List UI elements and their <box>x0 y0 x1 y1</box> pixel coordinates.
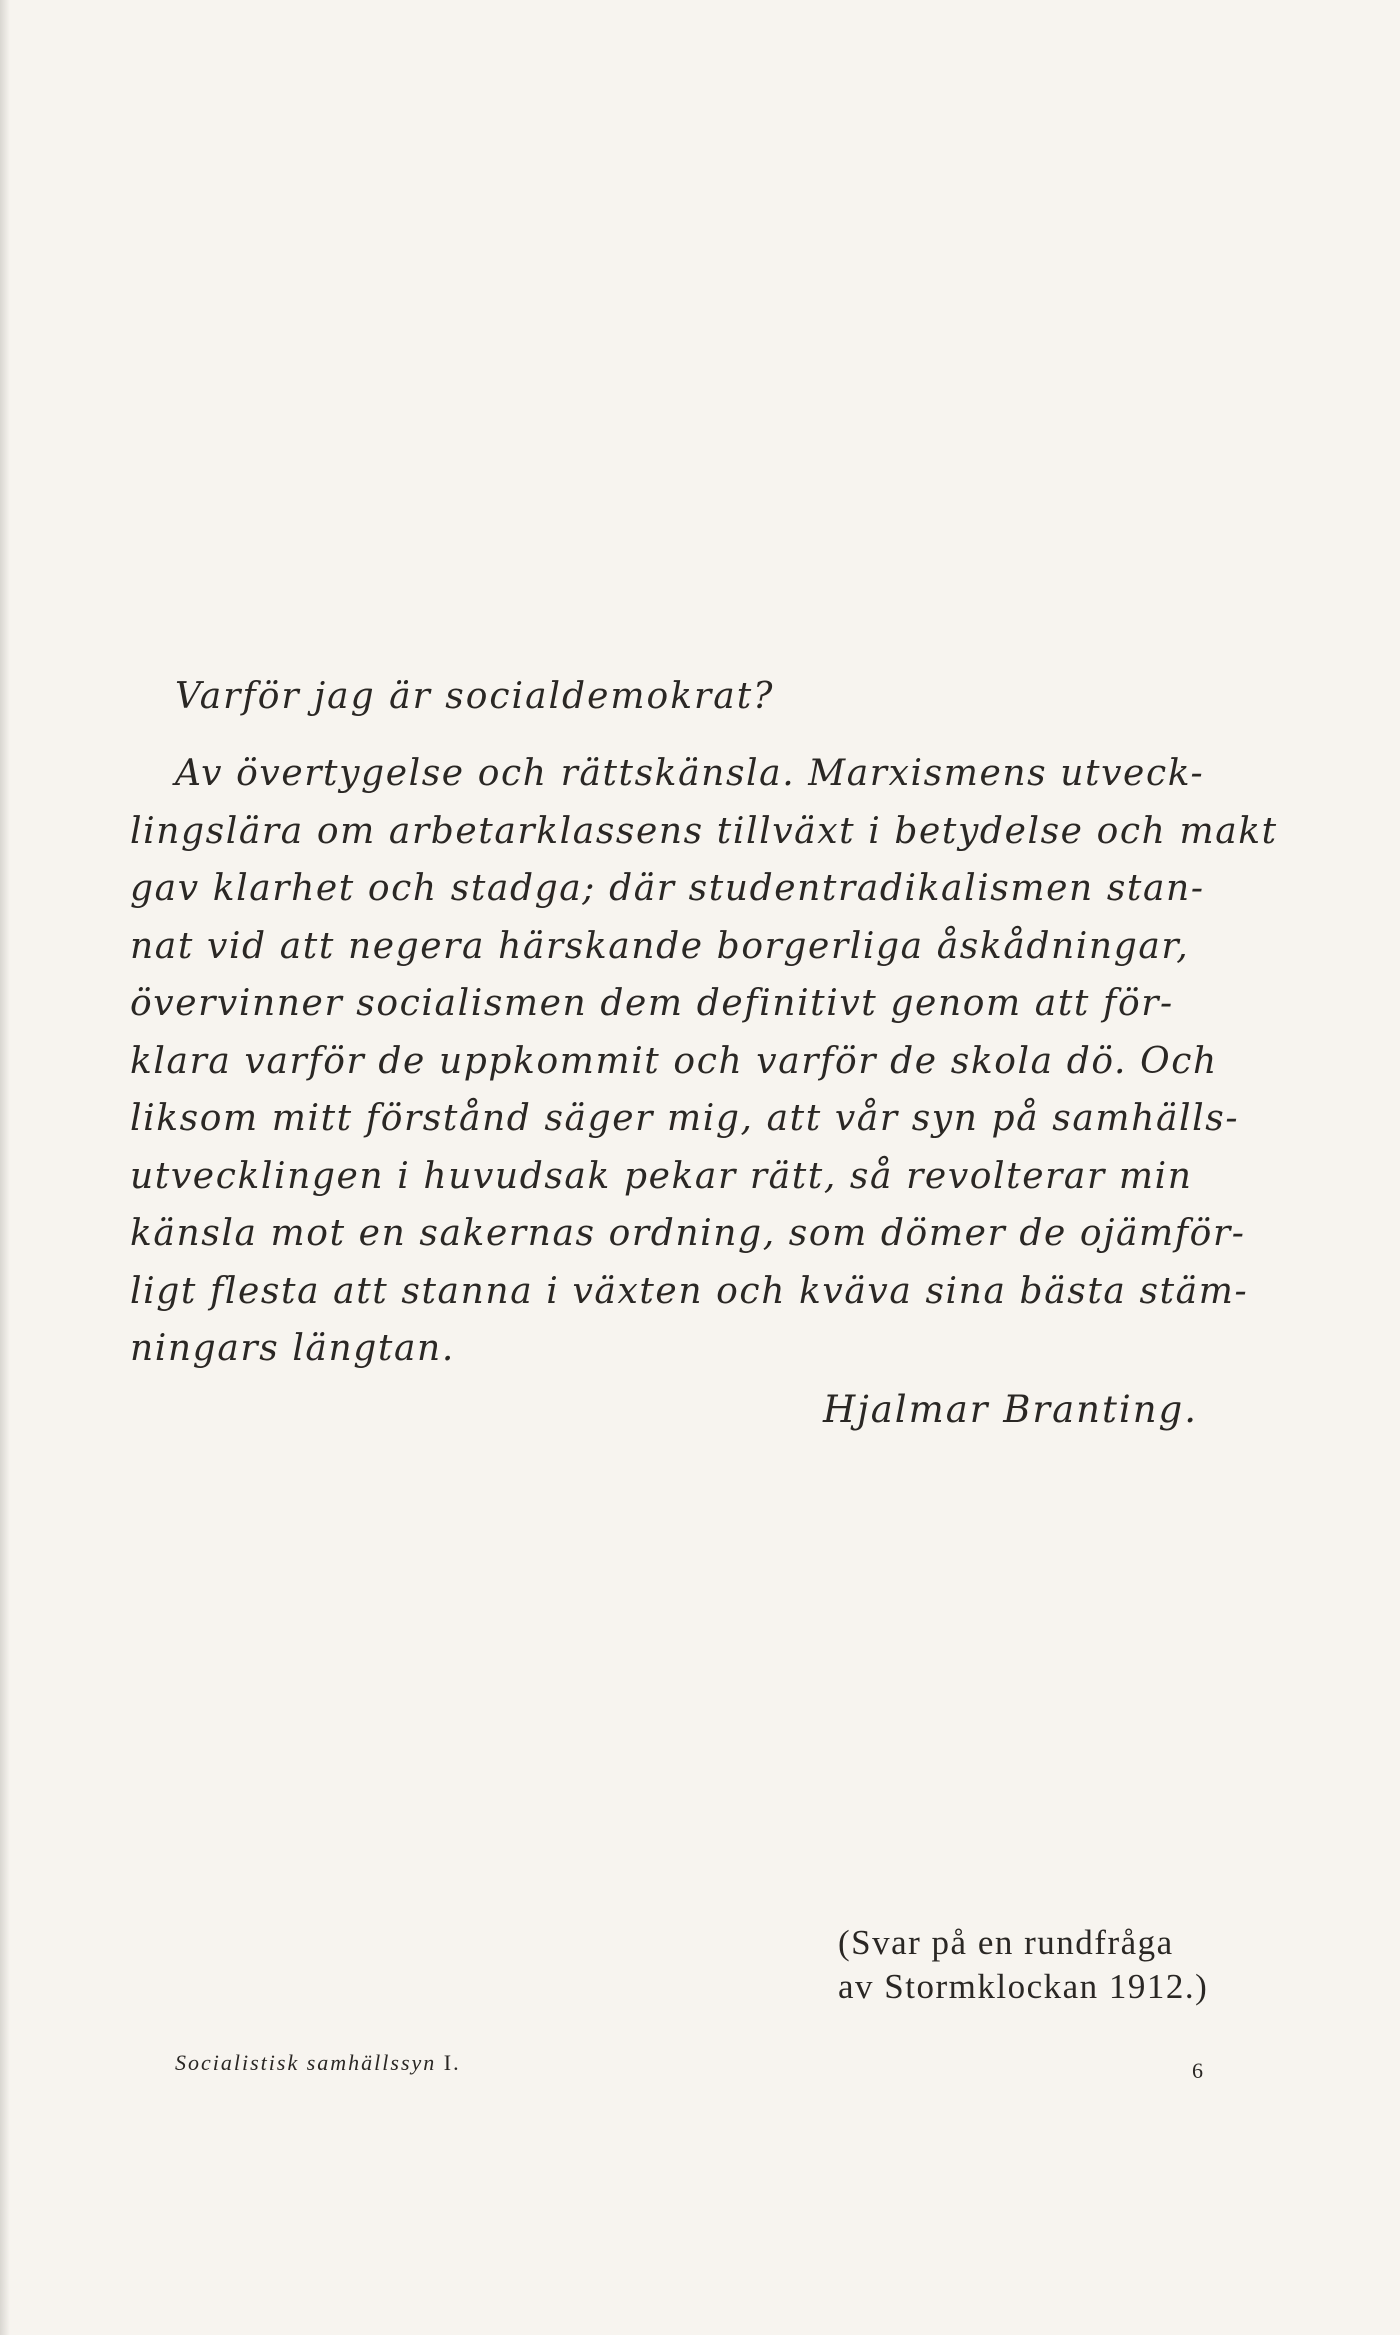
body-line: övervinner socialismen dem definitivt genom att för- <box>130 983 1174 1024</box>
body-line: utvecklingen i huvudsak pekar rätt, så revolterar min <box>130 1155 1193 1197</box>
body-line: ligt flesta att stanna i växten och kväva sina bästa stäm- <box>130 1270 1249 1312</box>
body-line: nat vid att negera härskande borgerliga åskådningar, <box>130 925 1190 967</box>
footer-volume: I. <box>443 2050 461 2075</box>
footer-book-title <box>175 2050 461 2076</box>
body-line: lingslära om arbetarklassens tillväxt i betydelse och makt <box>130 810 1278 852</box>
source-note-line: av Stormklockan 1912.) <box>838 1967 1209 2006</box>
essay-title: Varför jag är socialdemokrat? <box>175 676 775 717</box>
body-line: liksom mitt förstånd säger mig, att vår syn på samhälls- <box>130 1098 1240 1139</box>
body-line: känsla mot en sakernas ordning, som dömer de ojämför- <box>130 1213 1246 1254</box>
author-signature: Hjalmar Branting. <box>823 1388 1198 1431</box>
body-line: ningars längtan. <box>130 1328 455 1369</box>
source-note <box>838 1921 1208 2009</box>
footer-title-text: Socialistisk samhällssyn <box>175 2050 437 2075</box>
source-note-line: (Svar på en rundfråga <box>838 1923 1174 1962</box>
body-line: gav klarhet och stadga; där studentradikalismen stan- <box>130 868 1205 909</box>
page-edge <box>0 0 10 2335</box>
body-line: klara varför de uppkommit och varför de skola dö. Och <box>130 1040 1218 1082</box>
footer-signature-mark: 6 <box>1192 2058 1203 2083</box>
body-line: Av övertygelse och rättskänsla. Marxismens utveck- <box>175 753 1205 794</box>
essay-body <box>130 745 1278 1378</box>
